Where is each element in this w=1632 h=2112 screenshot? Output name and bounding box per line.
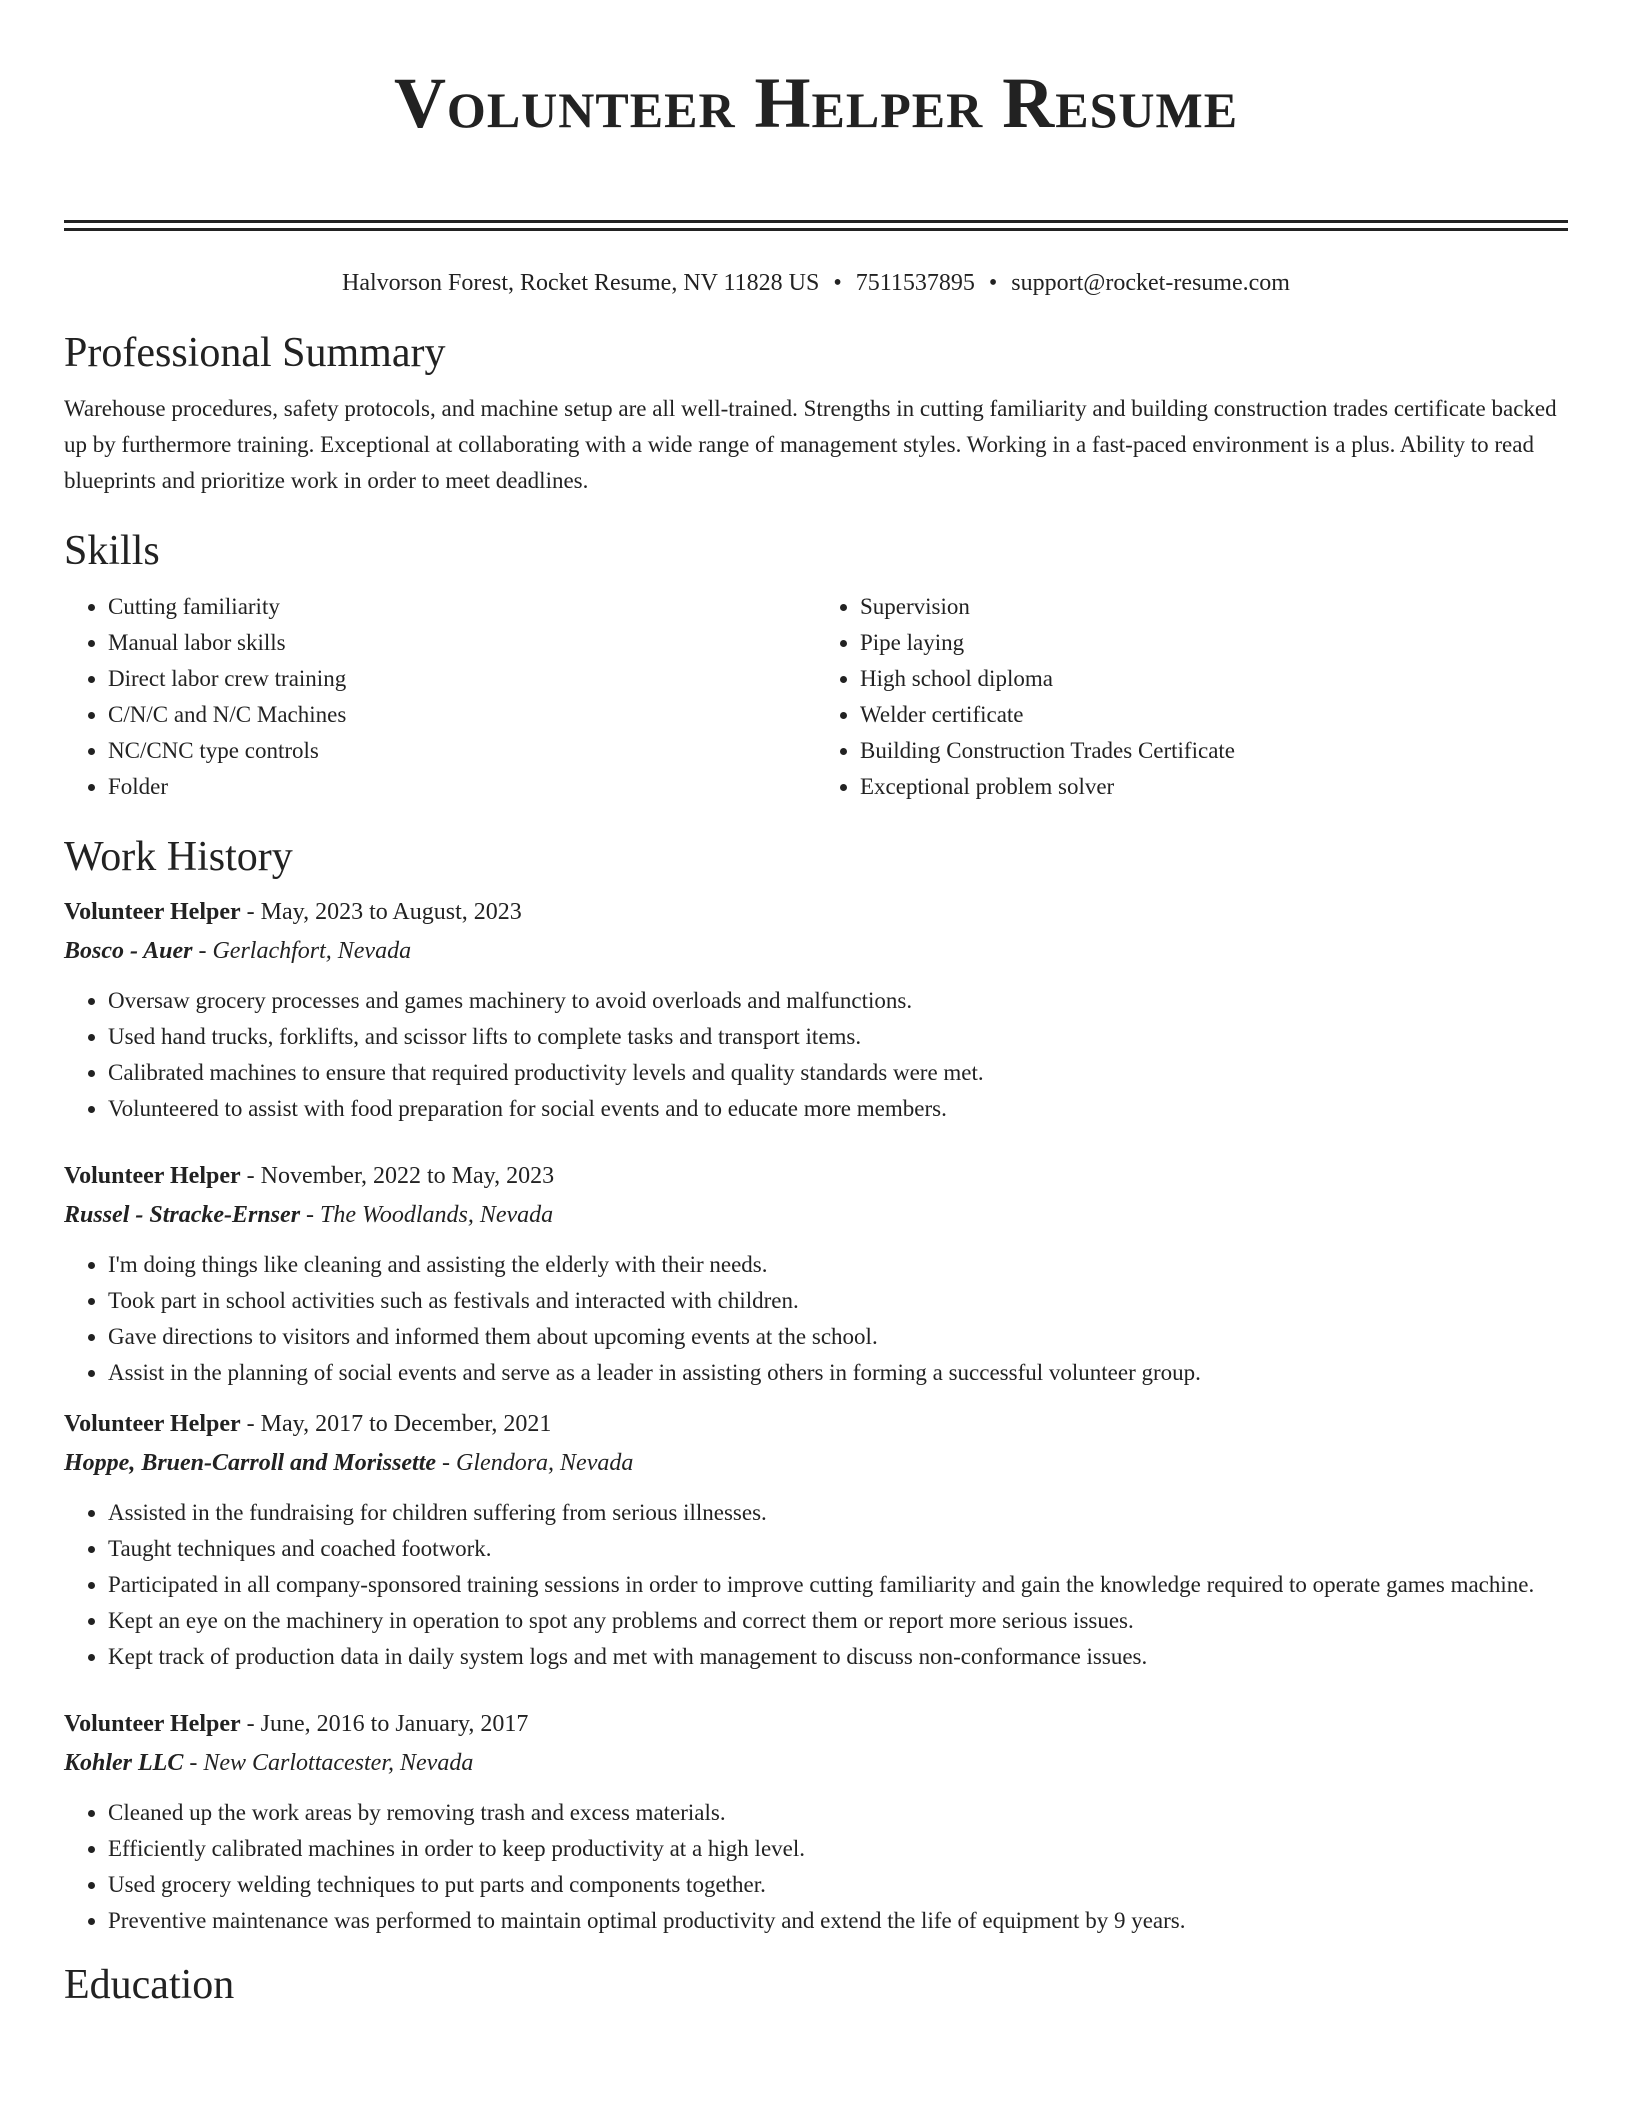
contact-separator: • [833,270,842,296]
skill-item: • Folder [108,769,816,805]
job-dash: - [436,1450,457,1476]
job-dates: May, 2017 to December, 2021 [260,1411,552,1437]
job-duty: • Volunteered to assist with food preparation for social events and to educate more members. [108,1091,1568,1127]
job-duty: • Cleaned up the work areas by removing trash and excess materials. [108,1795,1568,1831]
skills-column-left [64,589,816,805]
job-entry [64,1405,1568,1675]
work-history-heading: Work History [64,834,293,880]
job-title: Volunteer Helper [64,1163,241,1189]
education-heading: Education [64,1962,235,2008]
job-duty: • Kept an eye on the machinery in operation to spot any problems and correct them or report more serious issues. [108,1603,1568,1639]
job-dash: - [240,1163,261,1189]
job-location: Gerlachfort, Nevada [212,938,412,964]
job-dash: - [240,1411,261,1437]
job-dash: - [192,938,213,964]
contact-address: Halvorson Forest, Rocket Resume, NV 11828 US [342,270,820,296]
summary-text: Warehouse procedures, safety protocols, and machine setup are all well-trained. Strengths in cutting familiarity and building construction trades certificate backed up by furthermore training. Exceptional at collaborating with a wide range of management styles. Working in a fast-paced environment is a plus. Ability to read blueprints and prioritize work in order to meet deadlines. [64,396,1557,493]
job-duty: • Took part in school activities such as festivals and interacted with children. [108,1283,1568,1319]
job-header [64,893,1568,931]
summary-section [64,327,1568,499]
job-employer [64,1195,1568,1235]
job-company: Kohler LLC [64,1750,184,1776]
job-title: Volunteer Helper [64,899,241,925]
skill-item: • Supervision [860,589,1568,625]
job-duty: • Gave directions to visitors and informed them about upcoming events at the school. [108,1319,1568,1355]
education-section [64,1959,1568,2011]
title-divider [64,220,1568,231]
job-entry [64,1157,1568,1391]
job-dash: - [300,1202,321,1228]
job-duty: • Oversaw grocery processes and games machinery to avoid overloads and malfunctions. [108,983,1568,1019]
job-duty: • Kept track of production data in daily system logs and met with management to discuss non-conformance issues. [108,1639,1568,1675]
contact-email: support@rocket-resume.com [1011,270,1290,296]
job-duty: • Efficiently calibrated machines in order to keep productivity at a high level. [108,1831,1568,1867]
job-header [64,1405,1568,1443]
job-duty: • I'm doing things like cleaning and assisting the elderly with their needs. [108,1247,1568,1283]
job-dates: November, 2022 to May, 2023 [260,1163,555,1189]
skill-item: • NC/CNC type controls [108,733,816,769]
skill-item: • C/N/C and N/C Machines [108,697,816,733]
job-header [64,1705,1568,1743]
contact-line [64,267,1568,299]
job-employer [64,931,1568,971]
job-duty: • Used hand trucks, forklifts, and scissor lifts to complete tasks and transport items. [108,1019,1568,1055]
job-duty: • Participated in all company-sponsored training sessions in order to improve cutting familiarity and gain the knowledge required to operate games machine. [108,1567,1568,1603]
job-employer [64,1743,1568,1783]
job-title: Volunteer Helper [64,1411,241,1437]
job-company: Bosco - Auer [64,938,193,964]
skills-list [64,589,1568,805]
job-dash: - [183,1750,204,1776]
skill-item: • Welder certificate [860,697,1568,733]
skill-item: • Manual labor skills [108,625,816,661]
skill-item: • Cutting familiarity [108,589,816,625]
job-duty: • Taught techniques and coached footwork. [108,1531,1568,1567]
job-employer [64,1443,1568,1483]
job-duties [64,1795,1568,1939]
job-title: Volunteer Helper [64,1711,241,1737]
job-entry [64,1705,1568,1939]
job-company: Russel - Stracke-Ernser [64,1202,301,1228]
job-dates: May, 2023 to August, 2023 [260,899,522,925]
job-duty: • Calibrated machines to ensure that required productivity levels and quality standards were met. [108,1055,1568,1091]
skill-item: • Direct labor crew training [108,661,816,697]
job-duties [64,1247,1568,1391]
skill-item: • Exceptional problem solver [860,769,1568,805]
job-location: The Woodlands, Nevada [320,1202,554,1228]
job-duty: • Used grocery welding techniques to put parts and components together. [108,1867,1568,1903]
job-location: Glendora, Nevada [456,1450,634,1476]
skills-heading: Skills [64,528,160,574]
resume-title: Volunteer Helper Resume [393,63,1239,143]
skills-section [64,525,1568,805]
skills-column-right [816,589,1568,805]
job-company: Hoppe, Bruen-Carroll and Morissette [64,1450,437,1476]
job-entry [64,893,1568,1127]
skill-item: • Building Construction Trades Certificate [860,733,1568,769]
job-dash: - [240,1711,261,1737]
contact-separator: • [988,270,998,296]
job-duty: • Assist in the planning of social events and serve as a leader in assisting others in forming a successful volunteer group. [108,1355,1568,1391]
job-dates: June, 2016 to January, 2017 [260,1711,529,1737]
job-duties [64,1495,1568,1675]
job-duties [64,983,1568,1127]
skill-item: • High school diploma [860,661,1568,697]
skill-item: • Pipe laying [860,625,1568,661]
job-duty: • Assisted in the fundraising for children suffering from serious illnesses. [108,1495,1568,1531]
summary-heading: Professional Summary [64,330,446,376]
job-header [64,1157,1568,1195]
job-duty: • Preventive maintenance was performed to maintain optimal productivity and extend the life of equipment by 9 years. [108,1903,1568,1939]
job-dash: - [240,899,261,925]
work-history-section [64,831,1568,1939]
contact-phone: 7511537895 [855,270,975,296]
job-location: New Carlottacester, Nevada [203,1750,474,1776]
